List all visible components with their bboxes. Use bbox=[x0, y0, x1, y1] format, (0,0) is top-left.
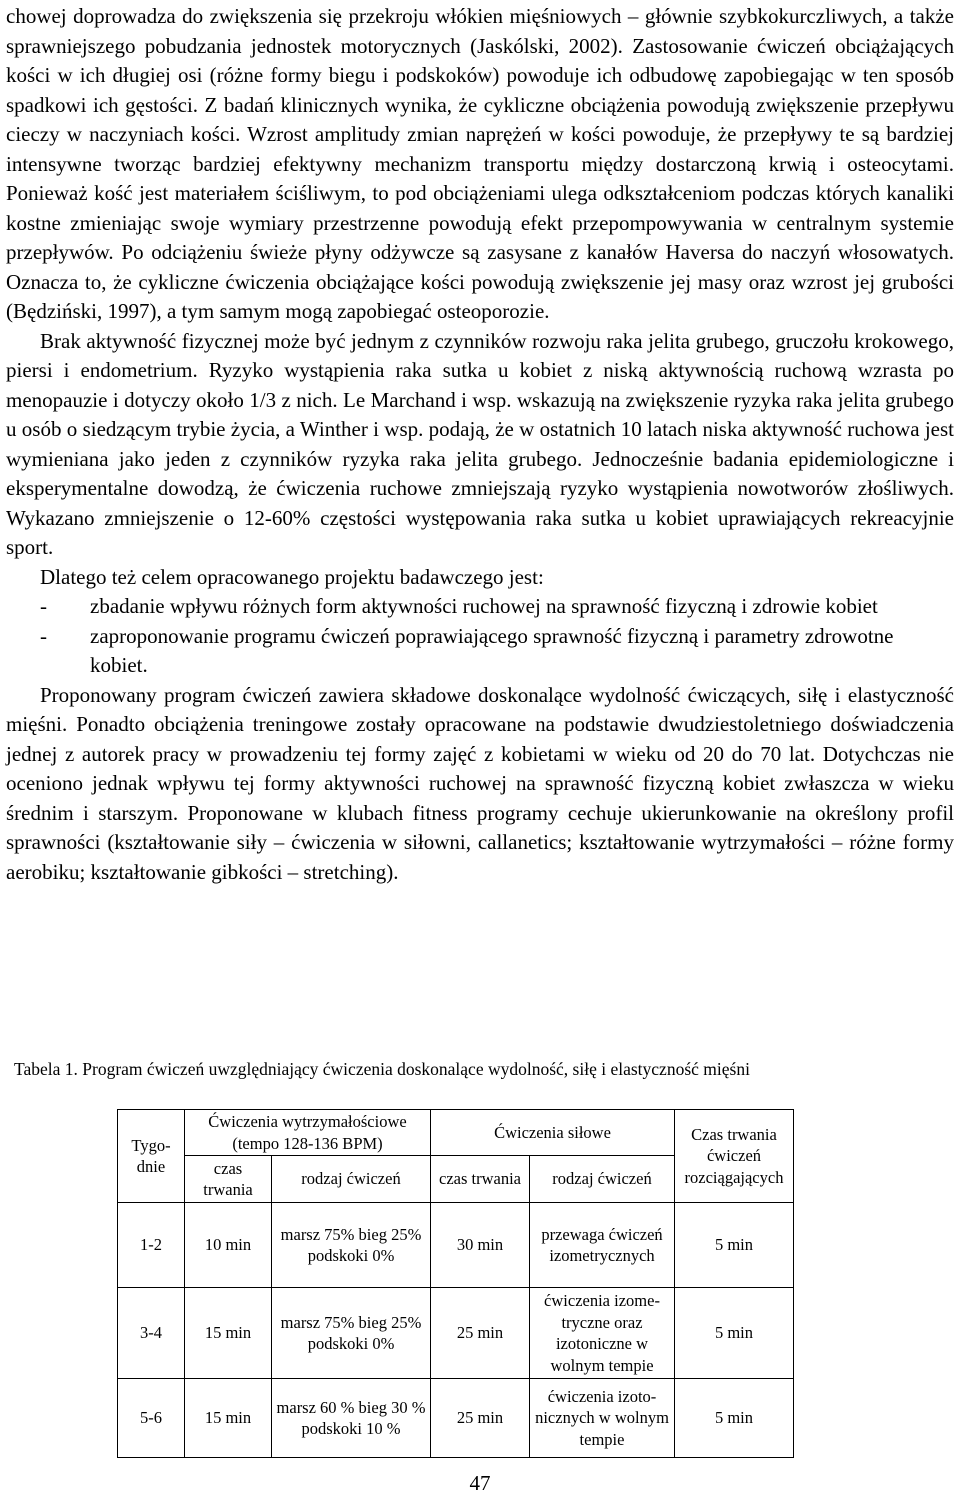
page-number: 47 bbox=[469, 1471, 491, 1495]
cell-strength-type: ćwiczenia izotonicznych w wolnym tempie bbox=[530, 1379, 675, 1458]
cell-strength-time: 25 min bbox=[431, 1288, 530, 1379]
body-paragraph: chowej doprowadza do zwiększenia się przekroju włókien mięśniowych – głównie szybkokurczliwych, a także sprawniejszego pobudzania jednostek motorycznych (Jaskólski, 2002). Zastosowanie ćwiczeń obciążających kości w ich długiej osi (różne formy biegu i podskoków) powoduje ich odbudowę zapobiegając w ten sposób spadkowi ich gęstości. Z badań klinicznych wynika, że cykliczne obciążenia powodują zwiększenie przepływu cieczy w naczyniach kości. Wzrost amplitudy zmian naprężeń w kości powoduje, że przepływy te są bardziej intensywne tworząc bardziej efektywny mechanizm transportu między dostarczoną krwią i osteocytami. Ponieważ kość jest materiałem ściśliwym, to pod obciążeniami ulega odkształceniom podczas których kanaliki kostne zmieniając swoje wymiary przestrzenne powodują efekt przepompowywania w centralnym systemie przepływów. Po odciążeniu świeże płyny odżywcze są zasysane z kanałów Haversa do naczyń włosowatych. Oznacza to, że cykliczne ćwiczenia obciążające kości powodują zwiększenie jej masy oraz wzrost jej grubości (Będziński, 1997), a tym samym mogą zapobiegać osteoporozie. bbox=[6, 4, 954, 323]
header-endurance-time: czas trwania bbox=[185, 1156, 272, 1203]
cell-stretch: 5 min bbox=[675, 1288, 794, 1379]
header-weeks: Tygodnie bbox=[118, 1110, 185, 1203]
cell-endurance-time: 10 min bbox=[185, 1203, 272, 1288]
cell-endurance-type: marsz 60 % bieg 30 % podskoki 10 % bbox=[272, 1379, 431, 1458]
list-item-text: zaproponowanie programu ćwiczeń poprawiającego sprawność fizyczną i parametry zdrowotne kobiet. bbox=[90, 623, 894, 677]
cell-weeks: 3-4 bbox=[118, 1288, 185, 1379]
table-row bbox=[118, 1379, 794, 1458]
cell-endurance-type: marsz 75% bieg 25% podskoki 0% bbox=[272, 1288, 431, 1379]
list-item bbox=[6, 622, 954, 681]
cell-strength-type: przewaga ćwiczeń izometrycznych bbox=[530, 1203, 675, 1288]
body-paragraph: Proponowany program ćwiczeń zawiera składowe doskonalące wydolność ćwiczących, siłę i elastyczność mięśni. Ponadto obciążenia treningowe zostały opracowane na podstawie dwudziestoletniego doświadczenia jednej z autorek pracy w prowadzeniu tej formy zajęć z kobietami w wieku od 20 do 70 lat. Dotychczas nie oceniono jednak wpływu tej formy aktywności ruchowej na sprawność fizyczną kobiet zwłaszcza w wieku średnim i starszym. Proponowane w klubach fitness programy cechuje ukierunkowanie na określony profil sprawności (kształtowanie siły – ćwiczenia w siłowni, callanetics; kształtowanie wytrzymałości – różne formy aerobiku; kształtowanie gibkości – stretching). bbox=[6, 682, 954, 884]
header-strength-time: czas trwania bbox=[431, 1156, 530, 1203]
cell-endurance-type: marsz 75% bieg 25% podskoki 0% bbox=[272, 1203, 431, 1288]
header-endurance: Ćwiczenia wytrzymałościowe (tempo 128-136 BPM) bbox=[185, 1110, 431, 1156]
cell-strength-type: ćwiczenia izometryczne oraz izotoniczne w wolnym tempie bbox=[530, 1288, 675, 1379]
cell-endurance-time: 15 min bbox=[185, 1288, 272, 1379]
cell-stretch: 5 min bbox=[675, 1379, 794, 1458]
header-strength: Ćwiczenia siłowe bbox=[431, 1110, 675, 1156]
cell-endurance-time: 15 min bbox=[185, 1379, 272, 1458]
table-caption: Tabela 1. Program ćwiczeń uwzględniający ćwiczenia doskonalące wydolność, siłę i elastyczność mięśni bbox=[14, 1059, 750, 1079]
list-item-text: zbadanie wpływu różnych form aktywności ruchowej na sprawność fizyczną i zdrowie kobiet bbox=[90, 594, 878, 618]
list-dash: - bbox=[40, 623, 47, 648]
header-endurance-type: rodzaj ćwiczeń bbox=[272, 1156, 431, 1203]
goals-list bbox=[6, 592, 954, 681]
body-paragraph: Dlatego też celem opracowanego projektu badawczego jest: bbox=[40, 564, 544, 589]
table-row bbox=[118, 1203, 794, 1288]
cell-weeks: 5-6 bbox=[118, 1379, 185, 1458]
list-item bbox=[6, 592, 954, 622]
header-stretch: Czas trwania ćwiczeń rozciągających bbox=[675, 1110, 794, 1203]
cell-weeks: 1-2 bbox=[118, 1203, 185, 1288]
header-strength-type: rodzaj ćwiczeń bbox=[530, 1156, 675, 1203]
table-header-row bbox=[118, 1110, 794, 1156]
document-page bbox=[6, 0, 954, 887]
cell-strength-time: 30 min bbox=[431, 1203, 530, 1288]
list-dash: - bbox=[40, 594, 47, 618]
table-row bbox=[118, 1288, 794, 1379]
cell-stretch: 5 min bbox=[675, 1203, 794, 1288]
cell-strength-time: 25 min bbox=[431, 1379, 530, 1458]
exercise-program-table bbox=[117, 1109, 794, 1458]
body-paragraph: Brak aktywność fizycznej może być jednym z czynników rozwoju raka jelita grubego, gruczołu krokowego, piersi i endometrium. Ryzyko wystąpienia raka sutka u kobiet z niską aktywnością ruchową wzrasta po menopauzie i dotyczy około 1/3 z nich. Le Marchand i wsp. wskazują na zwiększenie ryzyka raka jelita grubego u osób o siedzącym trybie życia, a Winther i wsp. podają, że w ostatnich 10 latach niska aktywność ruchowa jest wymieniana jako jeden z czynników ryzyka raka jelita grubego. Jednocześnie badania epidemiologiczne i eksperymentalne dowodzą, że ćwiczenia ruchowe zmniejszają ryzyko wystąpienia nowotworów złośliwych. Wykazano zmniejszenie o 12-60% częstości występowania raka sutka u kobiet uprawiających rekreacyjnie sport. bbox=[6, 328, 954, 559]
